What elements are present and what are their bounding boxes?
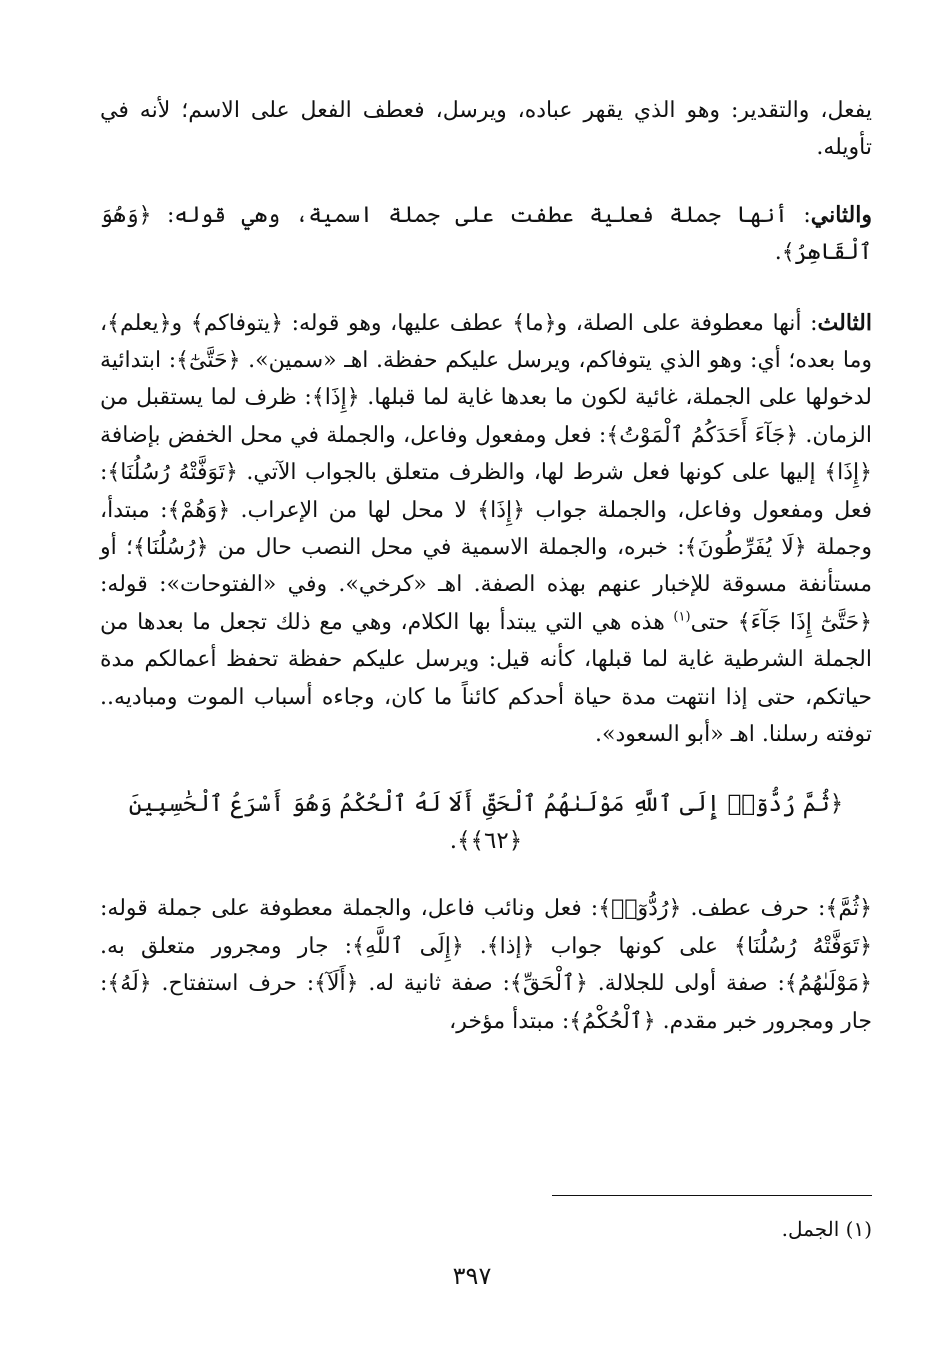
page-number: ٣٩٧ xyxy=(452,1262,492,1290)
footnote-marker: (١) xyxy=(673,609,691,625)
paragraph-second xyxy=(100,197,872,272)
footnote: (١) الجمل. xyxy=(781,1217,872,1241)
paragraph-text: يفعل، والتقدير: وهو الذي يقهر عباده، ويرسل، فعطف الفعل على الاسم؛ لأنه في تأويله. xyxy=(100,98,872,161)
quran-verse: ﴿ثُمَّ رُدُّوٓا۟ إِلَى ٱللَّهِ مَوْلَىٰهُمُ ٱلْحَقِّ أَلَا لَهُ ٱلْحُكْمُ وَهُوَ أَسْرَعُ ٱلْحَٰسِبِينَ ﴿٦٢﴾﴾. xyxy=(128,790,844,854)
page-body xyxy=(100,92,872,1040)
paragraph-text: : أنها جملة فعلية عطفت على جملة اسمية، وهي قوله: ﴿وَهُوَ ٱلْقَاهِرُ﴾. xyxy=(100,202,872,266)
paragraph-analysis: ﴿ثُمَّ﴾: حرف عطف. ﴿رُدُّوٓا۟﴾: فعل ونائب فاعل، والجملة معطوفة على جملة قوله: ﴿تَوَفَّتْهُ رُسُلُنَا﴾ على كونها جواب ﴿إذا﴾. ﴿إِلَى ٱللَّهِ﴾: جار ومجرور متعلق به. ﴿مَوْلَىٰهُمُ﴾: صفة أولى للجلالة. ﴿ٱلْحَقِّ﴾: صفة ثانية له. ﴿أَلَآ﴾: حرف استفتاح. ﴿لَهُ﴾: جار ومجرور خبر مقدم. ﴿ٱلْحُكْمُ﴾: مبتدأ مؤخر، xyxy=(100,896,872,1034)
paragraph-label: والثاني xyxy=(810,201,872,228)
paragraph-continuation xyxy=(100,92,872,167)
paragraph-text: : أنها معطوفة على الصلة، و﴿ما﴾ عطف عليها، وهو قوله: ﴿يتوفاكم﴾ و﴿يعلم﴾، وما بعده؛ أي: وهو الذي يتوفاكم، ويرسل عليكم حفظة. اهـ «سمين». ﴿حَتَّىٰٓ﴾: ابتدائية لدخولها على الجملة، غائية لكون ما بعدها غاية لما قبلها. ﴿إِذَا﴾: ظرف لما يستقبل من الزمان. ﴿جَآءَ أَحَدَكُمُ ٱلْمَوْتُ﴾: فعل ومفعول وفاعل، والجملة في محل الخفض بإضافة ﴿إِذَا﴾ إليها على كونها فعل شرط لها، والظرف متعلق بالجواب الآتي. ﴿تَوَفَّتْهُ رُسُلُنَا﴾: فعل ومفعول وفاعل، والجملة جواب ﴿إِذَا﴾ لا محل لها من الإعراب. ﴿وَهُمْ﴾: مبتدأ، وجملة ﴿لَا يُفَرِّطُونَ﴾: خبره، والجملة الاسمية في محل النصب حال من ﴿رُسُلُنَا﴾؛ أو مستأنفة مسوقة للإخبار عنهم بهذه الصفة. اهـ «كرخي». وفي «الفتوحات»: قوله: ﴿حَتَّىٰٓ إِذَا جَآءَ﴾ حتى xyxy=(100,310,872,635)
paragraph-label: الثالث xyxy=(817,309,872,336)
footnote-divider xyxy=(552,1195,872,1196)
paragraph-text-continued: هذه هي التي يبتدأ بها الكلام، وهي مع ذلك تجعل ما بعدها من الجملة الشرطية غاية لما قبلها، كأنه قيل: ويرسل عليكم حفظة تحفظ أعمالكم مدة حياتكم، حتى إذا انتهت مدة حياة أحدكم كائناً ما كان، وجاءه أسباب الموت ومباديه.. توفته رسلنا. اهـ «أبو السعود». xyxy=(100,609,872,748)
paragraph-third xyxy=(100,305,872,754)
